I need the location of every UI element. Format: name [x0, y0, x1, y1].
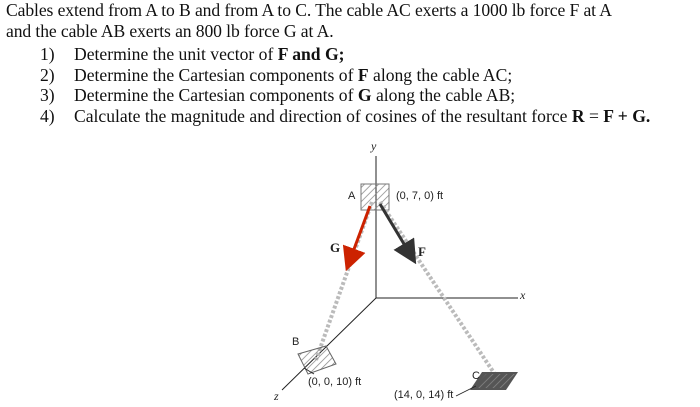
coord-a-label: (0, 7, 0) ft	[396, 190, 444, 202]
cable-ac	[380, 202, 496, 376]
task-item-1	[0, 44, 650, 65]
task-bold-term: F	[603, 105, 614, 126]
task-item-3	[0, 85, 650, 106]
diagram-drawing	[200, 136, 560, 407]
task-text: Determine the Cartesian components of	[74, 64, 358, 85]
point-c-label: C	[472, 370, 480, 382]
task-text: Determine the Cartesian components of	[74, 85, 358, 106]
axis-x-label: x	[520, 288, 526, 302]
point-a-label: A	[348, 190, 356, 202]
coord-b-label: (0, 0, 10) ft	[308, 376, 362, 388]
point-b-label: B	[292, 336, 300, 348]
leader-c	[456, 386, 476, 396]
force-g-arrow	[350, 206, 370, 260]
task-number: 3)	[40, 85, 55, 106]
task-bold-term: + G.	[613, 105, 651, 126]
task-text: along the cable AB;	[371, 85, 516, 106]
force-f-arrow	[380, 204, 410, 254]
task-number: 2)	[40, 64, 55, 85]
force-g-label: G	[330, 240, 341, 255]
task-text: Determine the unit vector of	[74, 44, 278, 64]
task-number: 1)	[40, 44, 55, 64]
task-text: Calculate the magnitude and direction of cosines of the resultant force	[74, 105, 572, 126]
coord-c-label: (14, 0, 14) ft	[394, 389, 454, 401]
problem-line-2: and the cable AB exerts an 800 lb force G at A.	[6, 21, 334, 41]
task-text: along the cable AC;	[368, 64, 513, 85]
task-text: =	[584, 105, 604, 126]
task-bold-term: R	[571, 105, 585, 126]
task-number: 4)	[40, 105, 55, 126]
task-list	[0, 44, 650, 126]
task-item-4	[0, 106, 650, 127]
cable-diagram	[200, 136, 560, 407]
plate-b	[298, 346, 336, 374]
task-bold-term: G	[357, 85, 372, 106]
problem-statement	[6, 0, 696, 42]
task-bold-term: F	[357, 64, 369, 85]
task-bold-term: F and G;	[277, 44, 345, 64]
force-f-label: F	[418, 244, 426, 259]
task-item-2	[0, 65, 650, 86]
problem-line-1: Cables extend from A to B and from A to C. The cable AC exerts a 1000 lb force F at A	[6, 0, 612, 20]
axis-y-label: y	[371, 139, 377, 153]
axis-z-label: z	[274, 389, 279, 403]
